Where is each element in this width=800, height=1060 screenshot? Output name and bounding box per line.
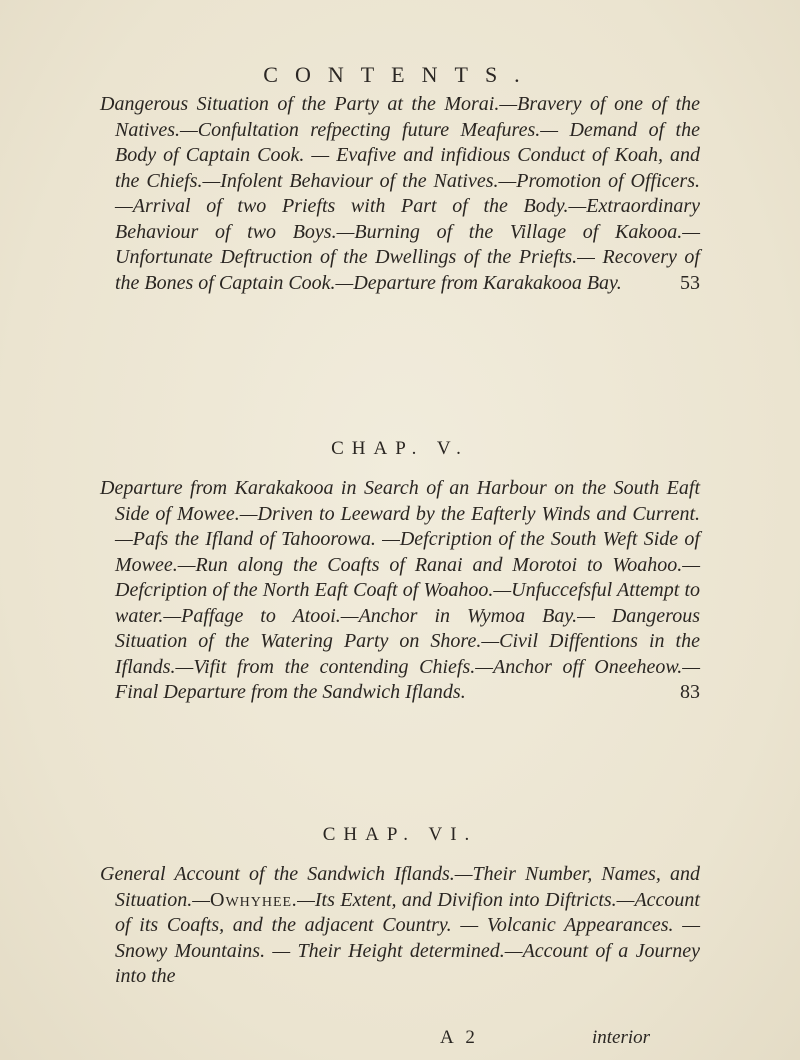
contents-entry-2 (100, 476, 700, 706)
entry-text (100, 92, 700, 296)
contents-entry-3 (100, 862, 700, 990)
entry-summary: Departure from Karakakooa in Search of an Harbour on the South Eaft Side of Mowee.—Driven to Leeward by the Eafterly Winds and Current.—Pafs the Ifland of Tahoorowa. —Defcription of the South Weft Side of Mowee.—Run along the Coafts of Ranai and Morotoi to Woahoo.—Defcription of the North Eaft Coaft of Woahoo.—Unfuccefsful Attempt to water.—Paffage to Atooi.—Anchor in Wymoa Bay.— Dangerous Situation of the Watering Party on Shore.—Civil Diffentions in the Iflands.—Vifit from the contending Chiefs.—Anchor off Oneeheow.—Final Departure from the Sandwich Iflands. (100, 477, 700, 703)
contents-entry-1 (100, 92, 700, 296)
chapter-heading-vi: CHAP. VI. (322, 824, 478, 845)
entry-summary-start: General Account of the Sandwich Iflands.—Their Number, Names, and Situation.— (100, 863, 700, 911)
entry-summary-end: .—Its Extent, and Divifion into Diftricts.—Account of its Coafts, and the adjacent Country. — Volcanic Appearances. —Snowy Mountains. — Their Height determined.—Account of a Journey into the (115, 888, 700, 987)
entry-summary: Dangerous Situation of the Party at the Morai.—Bravery of one of the Natives.—Confultation refpecting future Meafures.— Demand of the Body of Captain Cook. — Evafive and infidious Conduct of Koah, and the Chiefs.—Infolent Behaviour of the Natives.—Promotion of Officers.—Arrival of two Priefts with Part of the Body.—Extraordinary Behaviour of two Boys.—Burning of the Village of Kakooa.— Unfortunate Deftruction of the Dwellings of the Priefts.— Recovery of the Bones of Captain Cook.—Departure from Karakakooa Bay. (100, 93, 700, 294)
entry-text (100, 476, 700, 706)
page-number: 53 (680, 271, 700, 294)
page-number: 83 (680, 681, 700, 703)
place-name-small-caps: Owhyhee (210, 888, 293, 911)
signature-mark: A 2 (440, 1027, 479, 1048)
catchword: interior (592, 1027, 651, 1048)
page-header: CONTENTS. (263, 62, 537, 87)
entry-text (100, 862, 700, 990)
chapter-heading-v: CHAP. V. (331, 438, 469, 459)
